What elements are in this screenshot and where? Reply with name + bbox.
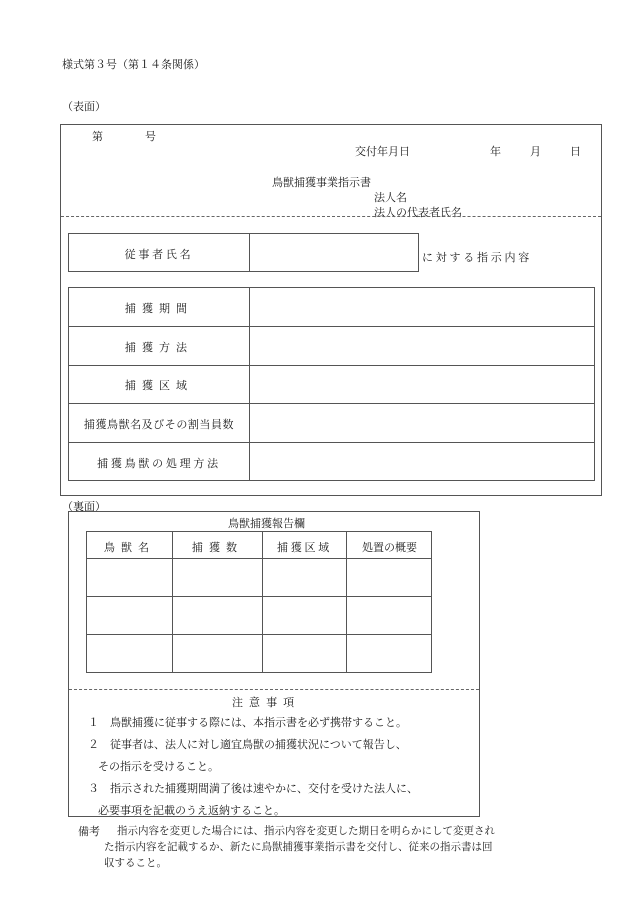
note-1: １ 鳥獣捕獲に従事する際には、本指示書を必ず携帯すること。 [88,716,407,729]
month-label: 月 [530,145,541,158]
row-disposal-method: 捕獲鳥獣の処理方法 [97,457,221,470]
back-dashed-divider [69,689,479,690]
note-3-cont: 必要事項を記載のうえ返納すること。 [98,804,285,817]
row-capture-area: 捕獲区域 [124,379,194,392]
col-count: 捕獲数 [191,541,244,554]
row-capture-period: 捕獲期間 [124,302,194,315]
remarks-line-1: 指示内容を変更した場合には、指示内容を変更した期日を明らかにして変更され [117,825,495,837]
col-species: 鳥獣名 [103,541,156,554]
remarks-line-2: た指示内容を記載するか、新たに鳥獣捕獲事業指示書を交付し、従来の指示書は回 [104,841,493,853]
corp-name-label: 法人名 [374,191,407,204]
worker-name-label: 従事者氏名 [124,248,194,261]
report-row-line-2 [86,596,432,597]
day-label: 日 [570,145,581,158]
corp-rep-label: 法人の代表者氏名 [374,206,462,219]
note-3: ３ 指示された捕獲期間満了後は速やかに、交付を受けた法人に、 [88,782,418,795]
col-area: 捕獲区域 [277,541,332,554]
report-title: 鳥獣捕獲報告欄 [228,517,305,530]
row-species-quota: 捕獲鳥獣名及びその割当員数 [83,418,235,431]
back-label: （裏面） [62,500,106,513]
row-line-4 [68,442,595,443]
instruction-table-divider [249,287,250,481]
year-label: 年 [490,145,501,158]
remarks-label: 備考 [78,825,100,838]
row-line-3 [68,403,595,404]
form-title: 様式第３号（第１４条関係） [62,58,205,71]
number-prefix: 第 [92,130,103,143]
report-row-line-1 [86,558,432,559]
col-summary: 処置の概要 [362,541,417,554]
row-line-2 [68,365,595,366]
instruction-suffix: に対する指示内容 [422,251,532,264]
front-dashed-divider [61,216,601,217]
note-2: ２ 従事者は、法人に対し適宜鳥獣の捕獲状況について報告し、 [88,738,407,751]
document-title: 鳥獣捕獲事業指示書 [272,176,371,189]
row-line-1 [68,326,595,327]
issue-date-label: 交付年月日 [355,145,410,158]
number-suffix: 号 [145,130,156,143]
front-label: （表面） [62,100,106,113]
note-2-cont: その指示を受けること。 [98,760,219,773]
notes-title: 注意事項 [232,696,301,709]
report-row-line-3 [86,634,432,635]
remarks-line-3: 収すること。 [104,857,167,869]
worker-name-divider [249,233,250,272]
row-capture-method: 捕獲方法 [124,341,194,354]
